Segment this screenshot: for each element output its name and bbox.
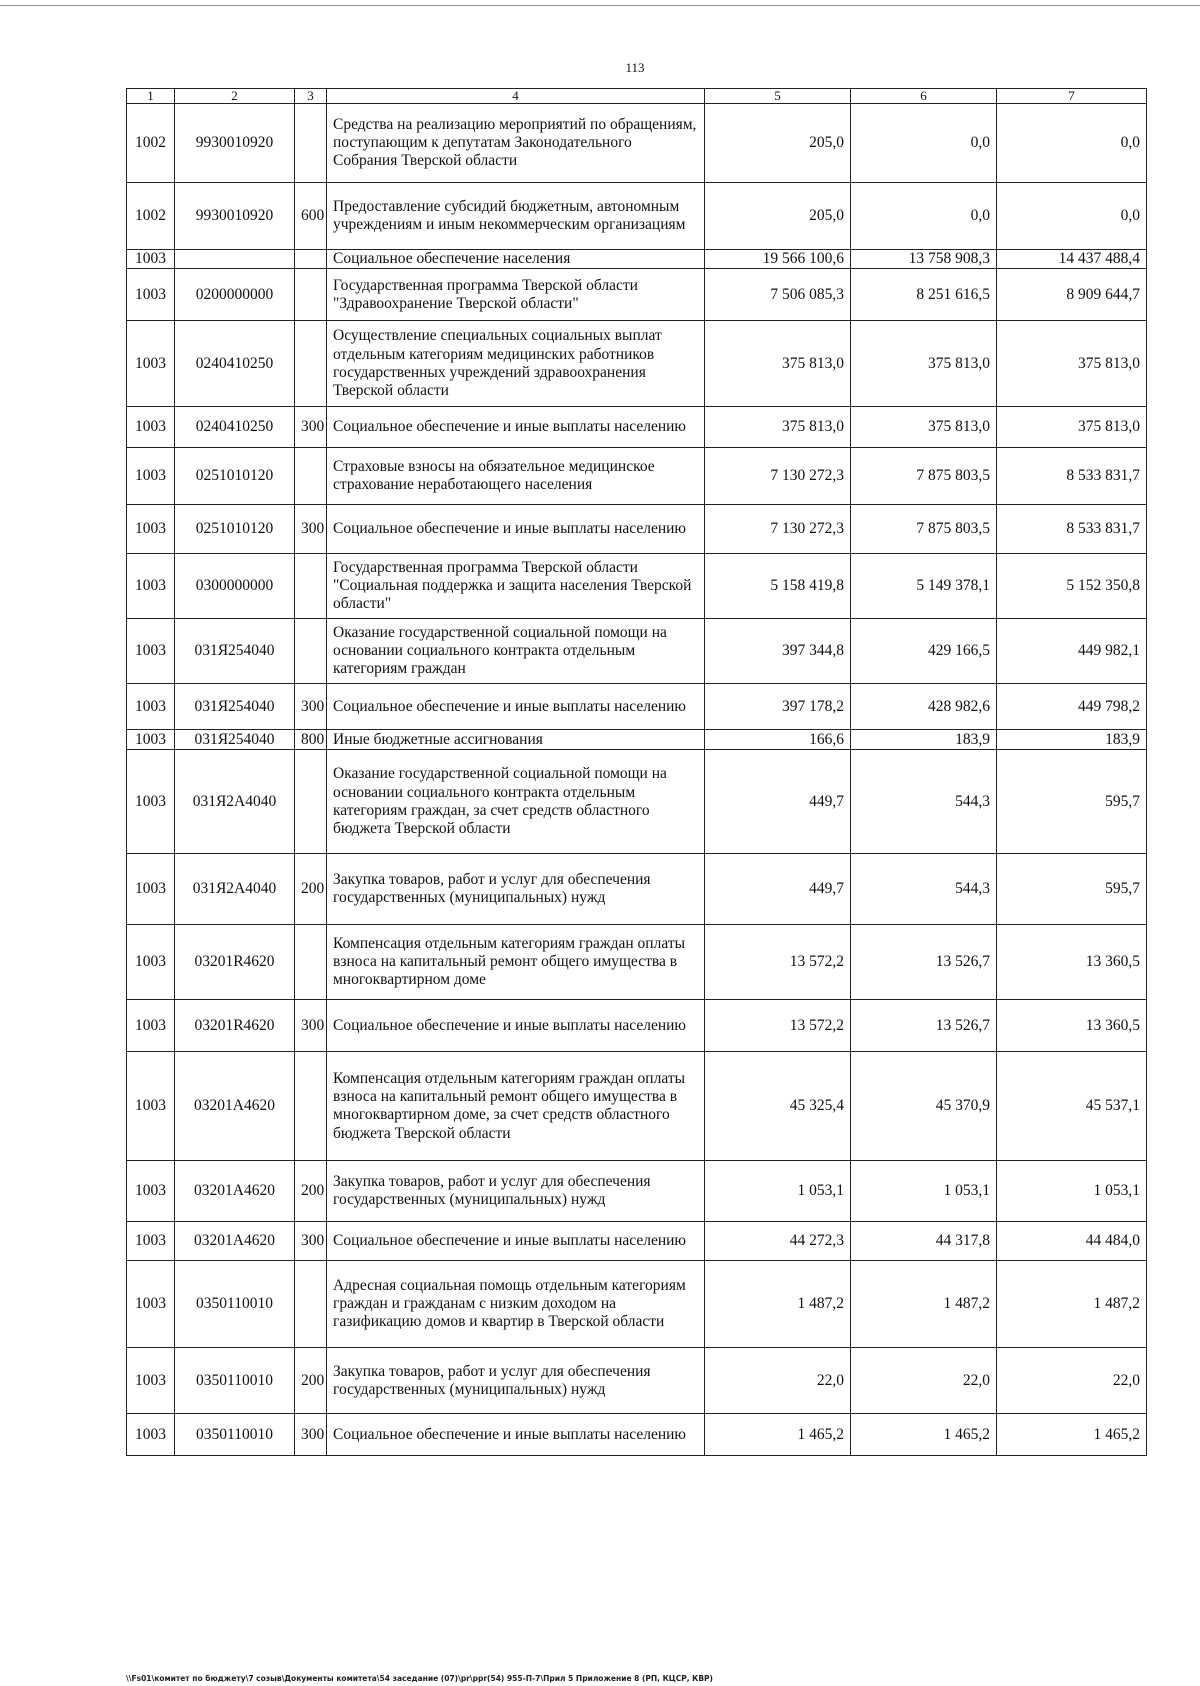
section-cell: 1002	[127, 183, 175, 250]
target-code-cell: 0300000000	[175, 554, 295, 619]
table-row	[127, 104, 1147, 183]
header-cell: 1	[127, 89, 175, 104]
table-row	[127, 1161, 1147, 1222]
table-row	[127, 505, 1147, 554]
section-cell: 1003	[127, 1261, 175, 1348]
amount-year3-cell: 183,9	[997, 730, 1147, 750]
section-cell: 1003	[127, 750, 175, 854]
amount-year2-cell: 375 813,0	[851, 407, 997, 448]
amount-year1-cell: 205,0	[705, 104, 851, 183]
expense-type-cell: 200	[295, 1161, 327, 1222]
table-row	[127, 269, 1147, 321]
amount-year2-cell: 428 982,6	[851, 684, 997, 730]
section-cell: 1003	[127, 250, 175, 269]
expense-type-cell	[295, 104, 327, 183]
amount-year3-cell: 449 982,1	[997, 619, 1147, 684]
section-cell: 1003	[127, 1000, 175, 1052]
table-row	[127, 183, 1147, 250]
amount-year2-cell: 13 526,7	[851, 925, 997, 1000]
table-row	[127, 250, 1147, 269]
amount-year2-cell: 0,0	[851, 183, 997, 250]
expense-type-cell: 300	[295, 407, 327, 448]
item-name-cell: Социальное обеспечение и иные выплаты населению	[327, 505, 705, 554]
item-name-cell: Предоставление субсидий бюджетным, автономным учреждениям и иным некоммерческим организациям	[327, 183, 705, 250]
table-row	[127, 1222, 1147, 1261]
table-row	[127, 854, 1147, 925]
item-name-cell: Страховые взносы на обязательное медицинское страхование неработающего населения	[327, 448, 705, 505]
expense-type-cell	[295, 448, 327, 505]
amount-year1-cell: 44 272,3	[705, 1222, 851, 1261]
expense-type-cell	[295, 1052, 327, 1161]
table-row	[127, 1414, 1147, 1456]
section-cell: 1003	[127, 321, 175, 407]
section-cell: 1003	[127, 925, 175, 1000]
amount-year1-cell: 7 130 272,3	[705, 448, 851, 505]
amount-year2-cell: 1 465,2	[851, 1414, 997, 1456]
amount-year1-cell: 397 178,2	[705, 684, 851, 730]
target-code-cell: 9930010920	[175, 104, 295, 183]
item-name-cell: Социальное обеспечение и иные выплаты населению	[327, 1000, 705, 1052]
section-cell: 1003	[127, 1052, 175, 1161]
amount-year1-cell: 205,0	[705, 183, 851, 250]
item-name-cell: Социальное обеспечение и иные выплаты населению	[327, 407, 705, 448]
table-row	[127, 684, 1147, 730]
item-name-cell: Закупка товаров, работ и услуг для обеспечения государственных (муниципальных) нужд	[327, 854, 705, 925]
table-row	[127, 407, 1147, 448]
amount-year1-cell: 1 465,2	[705, 1414, 851, 1456]
expense-type-cell: 200	[295, 1348, 327, 1414]
amount-year3-cell: 13 360,5	[997, 1000, 1147, 1052]
header-cell: 4	[327, 89, 705, 104]
section-cell: 1003	[127, 619, 175, 684]
header-cell: 2	[175, 89, 295, 104]
amount-year3-cell: 0,0	[997, 104, 1147, 183]
amount-year3-cell: 8 533 831,7	[997, 505, 1147, 554]
expense-type-cell: 200	[295, 854, 327, 925]
expense-type-cell	[295, 321, 327, 407]
amount-year2-cell: 183,9	[851, 730, 997, 750]
expense-type-cell: 300	[295, 684, 327, 730]
item-name-cell: Социальное обеспечение населения	[327, 250, 705, 269]
item-name-cell: Закупка товаров, работ и услуг для обеспечения государственных (муниципальных) нужд	[327, 1161, 705, 1222]
header-row	[127, 89, 1147, 104]
expense-type-cell: 600	[295, 183, 327, 250]
header-cell: 6	[851, 89, 997, 104]
amount-year1-cell: 13 572,2	[705, 1000, 851, 1052]
page-number: 113	[625, 60, 645, 75]
amount-year1-cell: 166,6	[705, 730, 851, 750]
amount-year3-cell: 375 813,0	[997, 321, 1147, 407]
table-row	[127, 1348, 1147, 1414]
expense-type-cell: 300	[295, 1000, 327, 1052]
expense-type-cell	[295, 925, 327, 1000]
item-name-cell: Оказание государственной социальной помощи на основании социального контракта отдельным категориям граждан, за счет средств областного бюджета Тверской области	[327, 750, 705, 854]
amount-year3-cell: 22,0	[997, 1348, 1147, 1414]
expense-type-cell	[295, 1261, 327, 1348]
amount-year1-cell: 449,7	[705, 854, 851, 925]
table-row	[127, 1000, 1147, 1052]
target-code-cell: 031Я254040	[175, 730, 295, 750]
expense-type-cell: 800	[295, 730, 327, 750]
amount-year3-cell: 8 533 831,7	[997, 448, 1147, 505]
item-name-cell: Иные бюджетные ассигнования	[327, 730, 705, 750]
target-code-cell: 0251010120	[175, 448, 295, 505]
table-row	[127, 1261, 1147, 1348]
amount-year2-cell: 1 487,2	[851, 1261, 997, 1348]
expense-type-cell: 300	[295, 1222, 327, 1261]
amount-year2-cell: 375 813,0	[851, 321, 997, 407]
expense-type-cell	[295, 554, 327, 619]
section-cell: 1002	[127, 104, 175, 183]
target-code-cell: 03201R4620	[175, 925, 295, 1000]
section-cell: 1003	[127, 730, 175, 750]
section-cell: 1003	[127, 505, 175, 554]
amount-year1-cell: 5 158 419,8	[705, 554, 851, 619]
amount-year2-cell: 0,0	[851, 104, 997, 183]
table-row	[127, 448, 1147, 505]
amount-year3-cell: 14 437 488,4	[997, 250, 1147, 269]
table-row	[127, 1052, 1147, 1161]
item-name-cell: Осуществление специальных социальных выплат отдельным категориям медицинских работников государственных учреждений здравоохранения Тверской области	[327, 321, 705, 407]
amount-year1-cell: 397 344,8	[705, 619, 851, 684]
top-rule	[0, 5, 1200, 6]
section-cell: 1003	[127, 1222, 175, 1261]
target-code-cell: 031Я2А4040	[175, 854, 295, 925]
item-name-cell: Социальное обеспечение и иные выплаты населению	[327, 1414, 705, 1456]
amount-year3-cell: 595,7	[997, 854, 1147, 925]
item-name-cell: Средства на реализацию мероприятий по обращениям, поступающим к депутатам Законодательного Собрания Тверской области	[327, 104, 705, 183]
amount-year2-cell: 22,0	[851, 1348, 997, 1414]
target-code-cell: 0350110010	[175, 1414, 295, 1456]
section-cell: 1003	[127, 1161, 175, 1222]
amount-year2-cell: 7 875 803,5	[851, 448, 997, 505]
amount-year1-cell: 375 813,0	[705, 407, 851, 448]
amount-year3-cell: 1 465,2	[997, 1414, 1147, 1456]
item-name-cell: Социальное обеспечение и иные выплаты населению	[327, 684, 705, 730]
section-cell: 1003	[127, 407, 175, 448]
table-row	[127, 925, 1147, 1000]
budget-table	[126, 88, 1147, 1456]
amount-year1-cell: 1 487,2	[705, 1261, 851, 1348]
header-cell: 7	[997, 89, 1147, 104]
target-code-cell: 03201А4620	[175, 1161, 295, 1222]
amount-year3-cell: 1 487,2	[997, 1261, 1147, 1348]
amount-year1-cell: 22,0	[705, 1348, 851, 1414]
target-code-cell: 03201А4620	[175, 1052, 295, 1161]
target-code-cell: 031Я2А4040	[175, 750, 295, 854]
amount-year1-cell: 13 572,2	[705, 925, 851, 1000]
amount-year1-cell: 7 506 085,3	[705, 269, 851, 321]
item-name-cell: Государственная программа Тверской области "Социальная поддержка и защита населения Тверской области"	[327, 554, 705, 619]
header-cell: 5	[705, 89, 851, 104]
item-name-cell: Оказание государственной социальной помощи на основании социального контракта отдельным категориям граждан	[327, 619, 705, 684]
section-cell: 1003	[127, 1414, 175, 1456]
amount-year3-cell: 5 152 350,8	[997, 554, 1147, 619]
expense-type-cell: 300	[295, 505, 327, 554]
section-cell: 1003	[127, 1348, 175, 1414]
target-code-cell: 0240410250	[175, 407, 295, 448]
amount-year1-cell: 45 325,4	[705, 1052, 851, 1161]
amount-year1-cell: 1 053,1	[705, 1161, 851, 1222]
table-row	[127, 321, 1147, 407]
amount-year2-cell: 1 053,1	[851, 1161, 997, 1222]
section-cell: 1003	[127, 269, 175, 321]
amount-year2-cell: 44 317,8	[851, 1222, 997, 1261]
target-code-cell: 031Я254040	[175, 684, 295, 730]
table-body	[127, 89, 1147, 1456]
item-name-cell: Социальное обеспечение и иные выплаты населению	[327, 1222, 705, 1261]
amount-year2-cell: 544,3	[851, 854, 997, 925]
table-row	[127, 730, 1147, 750]
expense-type-cell	[295, 269, 327, 321]
amount-year2-cell: 7 875 803,5	[851, 505, 997, 554]
target-code-cell	[175, 250, 295, 269]
table-row	[127, 554, 1147, 619]
item-name-cell: Закупка товаров, работ и услуг для обеспечения государственных (муниципальных) нужд	[327, 1348, 705, 1414]
amount-year3-cell: 1 053,1	[997, 1161, 1147, 1222]
target-code-cell: 0350110010	[175, 1348, 295, 1414]
amount-year3-cell: 13 360,5	[997, 925, 1147, 1000]
target-code-cell: 03201А4620	[175, 1222, 295, 1261]
expense-type-cell: 300	[295, 1414, 327, 1456]
expense-type-cell	[295, 750, 327, 854]
header-cell: 3	[295, 89, 327, 104]
file-path-footer: \\Fs01\комитет по бюджету\7 созыв\Документы комитета\54 заседание (07)\pr\ppr(54) 955-П-7\Прил 5 Приложение 8 (РП, КЦСР, КВР)	[126, 1674, 713, 1683]
expense-type-cell	[295, 619, 327, 684]
section-cell: 1003	[127, 554, 175, 619]
amount-year2-cell: 8 251 616,5	[851, 269, 997, 321]
table-row	[127, 619, 1147, 684]
target-code-cell: 0251010120	[175, 505, 295, 554]
amount-year3-cell: 0,0	[997, 183, 1147, 250]
amount-year3-cell: 44 484,0	[997, 1222, 1147, 1261]
target-code-cell: 031Я254040	[175, 619, 295, 684]
amount-year2-cell: 13 758 908,3	[851, 250, 997, 269]
target-code-cell: 0240410250	[175, 321, 295, 407]
amount-year1-cell: 19 566 100,6	[705, 250, 851, 269]
amount-year2-cell: 5 149 378,1	[851, 554, 997, 619]
item-name-cell: Адресная социальная помощь отдельным категориям граждан и гражданам с низким доходом на газификацию домов и квартир в Тверской области	[327, 1261, 705, 1348]
table-row	[127, 750, 1147, 854]
item-name-cell: Компенсация отдельным категориям граждан оплаты взноса на капитальный ремонт общего имущества в многоквартирном доме, за счет средств областного бюджета Тверской области	[327, 1052, 705, 1161]
amount-year3-cell: 449 798,2	[997, 684, 1147, 730]
target-code-cell: 0350110010	[175, 1261, 295, 1348]
amount-year2-cell: 13 526,7	[851, 1000, 997, 1052]
item-name-cell: Государственная программа Тверской области "Здравоохранение Тверской области"	[327, 269, 705, 321]
item-name-cell: Компенсация отдельным категориям граждан оплаты взноса на капитальный ремонт общего имущества в многоквартирном доме	[327, 925, 705, 1000]
amount-year3-cell: 45 537,1	[997, 1052, 1147, 1161]
section-cell: 1003	[127, 448, 175, 505]
amount-year3-cell: 8 909 644,7	[997, 269, 1147, 321]
expense-type-cell	[295, 250, 327, 269]
amount-year2-cell: 544,3	[851, 750, 997, 854]
amount-year3-cell: 375 813,0	[997, 407, 1147, 448]
target-code-cell: 9930010920	[175, 183, 295, 250]
target-code-cell: 0200000000	[175, 269, 295, 321]
amount-year1-cell: 449,7	[705, 750, 851, 854]
amount-year1-cell: 375 813,0	[705, 321, 851, 407]
target-code-cell: 03201R4620	[175, 1000, 295, 1052]
section-cell: 1003	[127, 684, 175, 730]
amount-year1-cell: 7 130 272,3	[705, 505, 851, 554]
amount-year3-cell: 595,7	[997, 750, 1147, 854]
amount-year2-cell: 45 370,9	[851, 1052, 997, 1161]
section-cell: 1003	[127, 854, 175, 925]
amount-year2-cell: 429 166,5	[851, 619, 997, 684]
